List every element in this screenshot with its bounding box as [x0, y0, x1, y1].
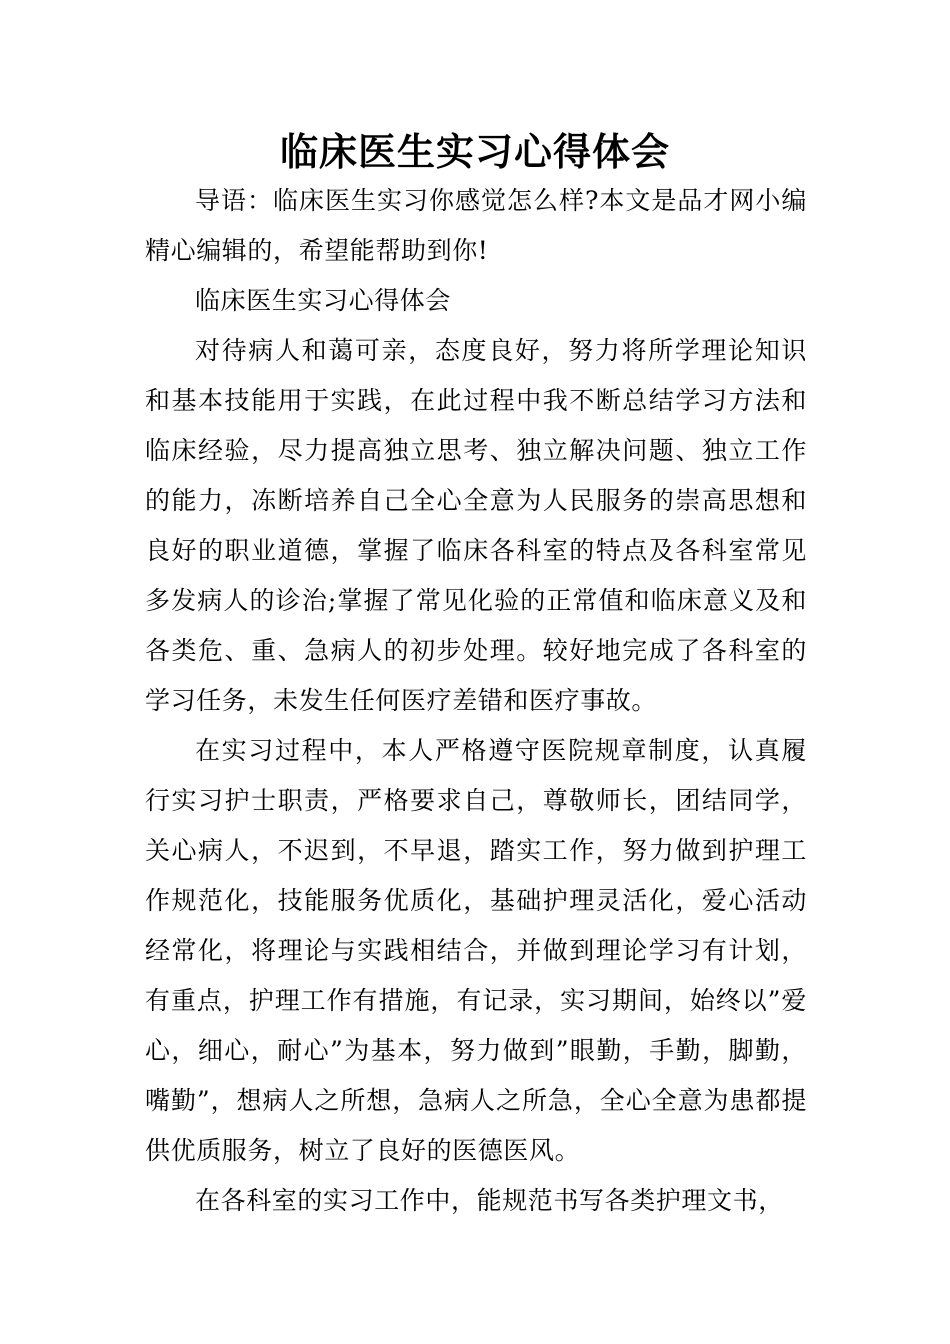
body-paragraph: 在实习过程中，本人严格遵守医院规章制度，认真履行实习护士职责，严格要求自己，尊敬师长，团结同学，关心病人，不迟到，不早退，踏实工作，努力做到护理工作规范化，技能服务优质化，基础护理灵活化，爱心活动经常化，将理论与实践相结合，并做到理论学习有计划，有重点，护理工作有措施，有记录，实习期间，始终以”爱心，细心，耐心”为基本，努力做到”眼勤，手勤，脚勤，嘴勤”，想病人之所想，急病人之所急，全心全意为患都提供优质服务，树立了良好的医德医风。: [145, 736, 807, 1165]
intro-paragraph: 导语：临床医生实习你感觉怎么样?本文是品才网小编精心编辑的，希望能帮助到你!: [145, 186, 807, 265]
document-body: [145, 176, 807, 1226]
document-title: 临床医生实习心得体会: [279, 129, 670, 174]
section-heading: 临床医生实习心得体会: [195, 286, 452, 315]
body-paragraph: 在各科室的实习工作中，能规范书写各类护理文书，: [195, 1186, 784, 1215]
body-paragraph: 对待病人和蔼可亲，态度良好，努力将所学理论知识和基本技能用于实践，在此过程中我不断总结学习方法和临床经验，尽力提高独立思考、独立解决问题、独立工作的能力，冻断培养自己全心全意为人民服务的崇高思想和良好的职业道德，掌握了临床各科室的特点及各科室常见多发病人的诊治;掌握了常见化验的正常值和临床意义及和各类危、重、急病人的初步处理。较好地完成了各科室的学习任务，未发生任何医疗差错和医疗事故。: [145, 336, 807, 715]
